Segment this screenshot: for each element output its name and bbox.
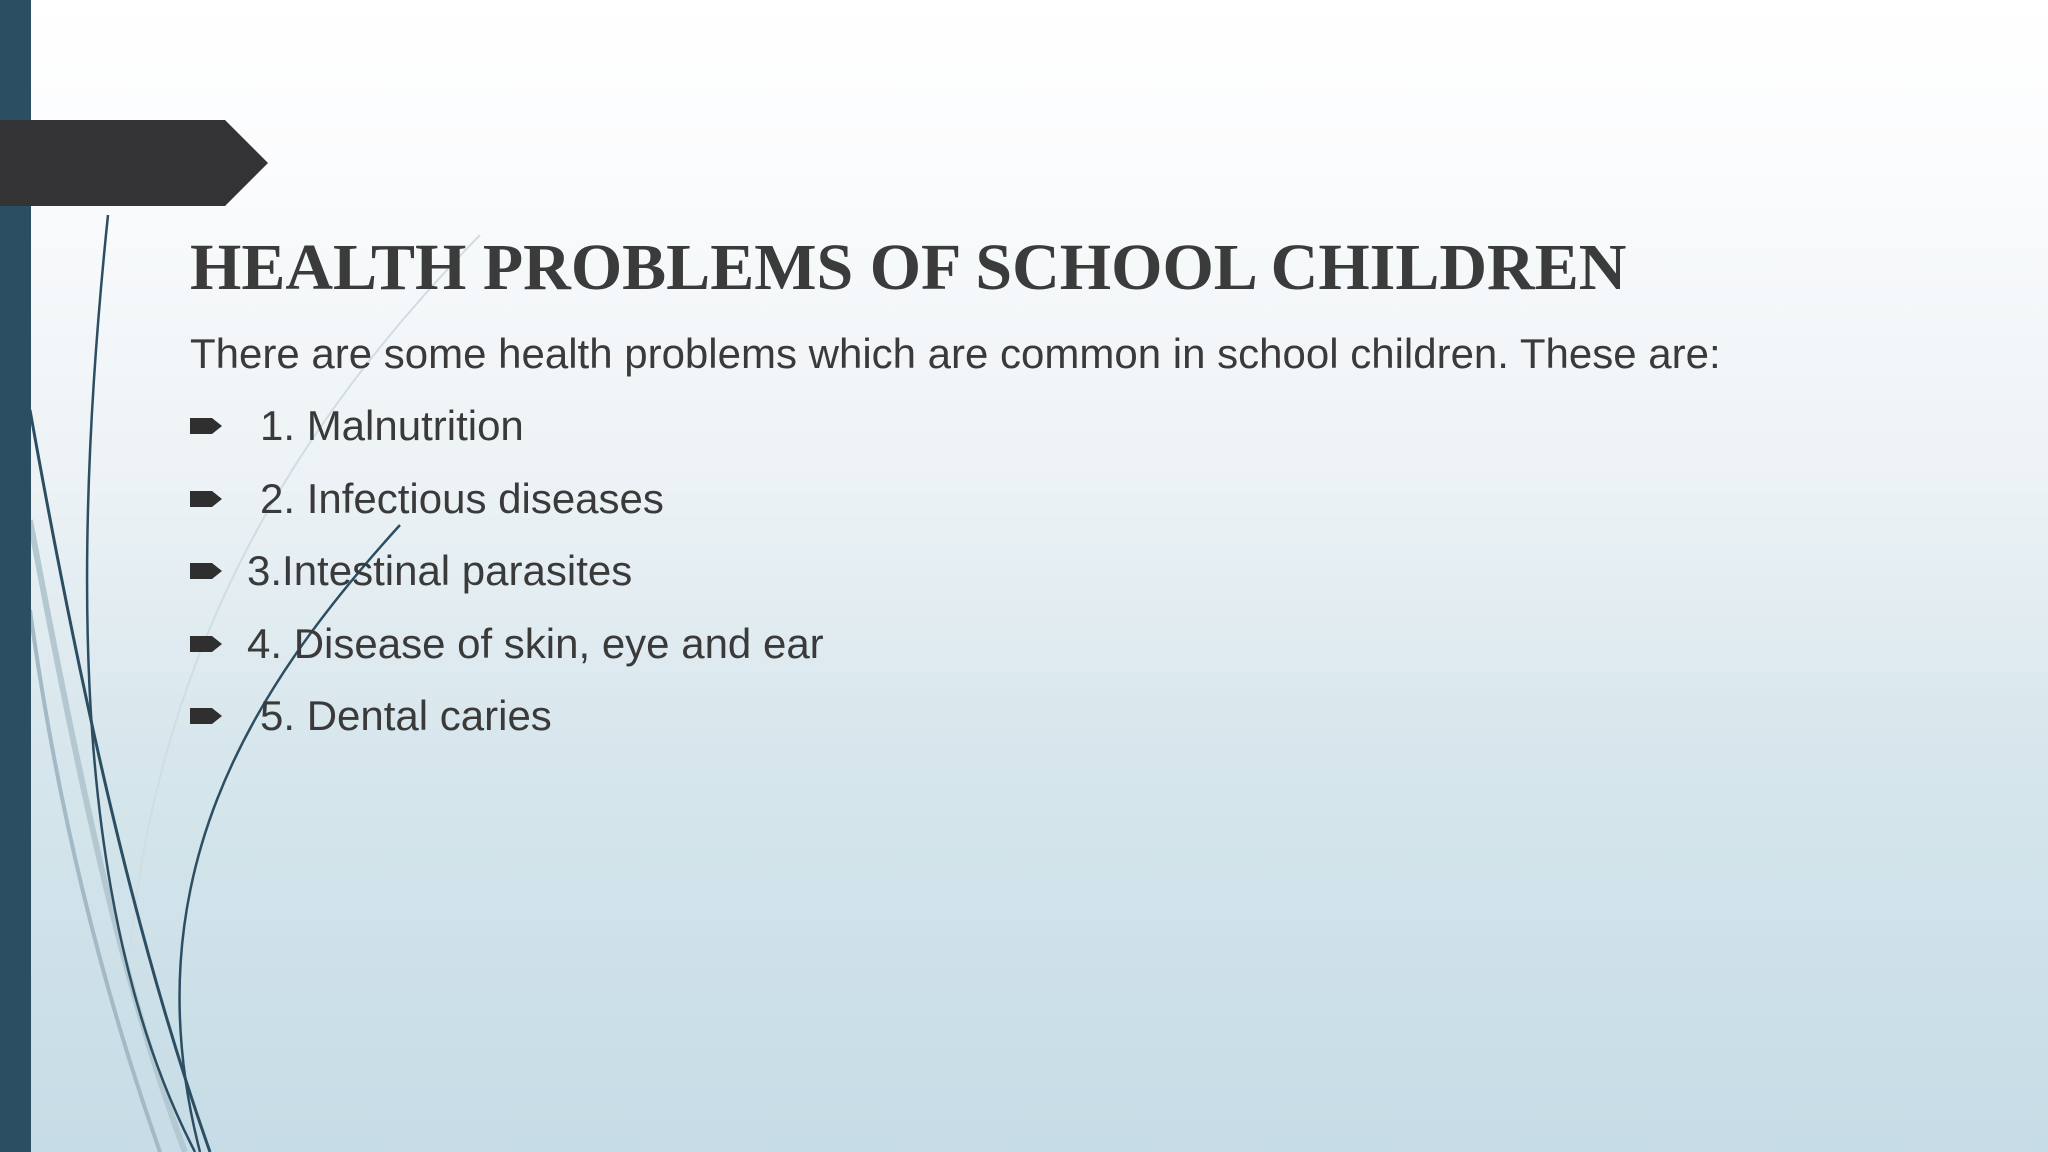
title-tab-shape	[0, 120, 270, 206]
decor-curve-light-2	[30, 610, 160, 1152]
slide-title: HEALTH PROBLEMS OF SCHOOL CHILDREN	[190, 231, 1627, 304]
list-item-text: 1. Malnutrition	[260, 402, 524, 449]
list-item-text: 2. Infectious diseases	[260, 474, 664, 522]
decor-curve-light-1	[30, 520, 185, 1152]
intro-text: There are some health problems which are common in school children. These are:	[190, 330, 1721, 377]
arrow-bullet-icon	[190, 632, 226, 656]
arrow-bullet-icon	[190, 414, 226, 438]
list-item-text: 4. Disease of skin, eye and ear	[247, 619, 824, 667]
list-item-text: 5. Dental caries	[260, 692, 552, 739]
list-item-text: 3.Intestinal parasites	[247, 547, 633, 594]
arrow-bullet-icon	[190, 559, 226, 583]
arrow-bullet-icon	[190, 704, 226, 728]
arrow-bullet-icon	[190, 487, 226, 511]
